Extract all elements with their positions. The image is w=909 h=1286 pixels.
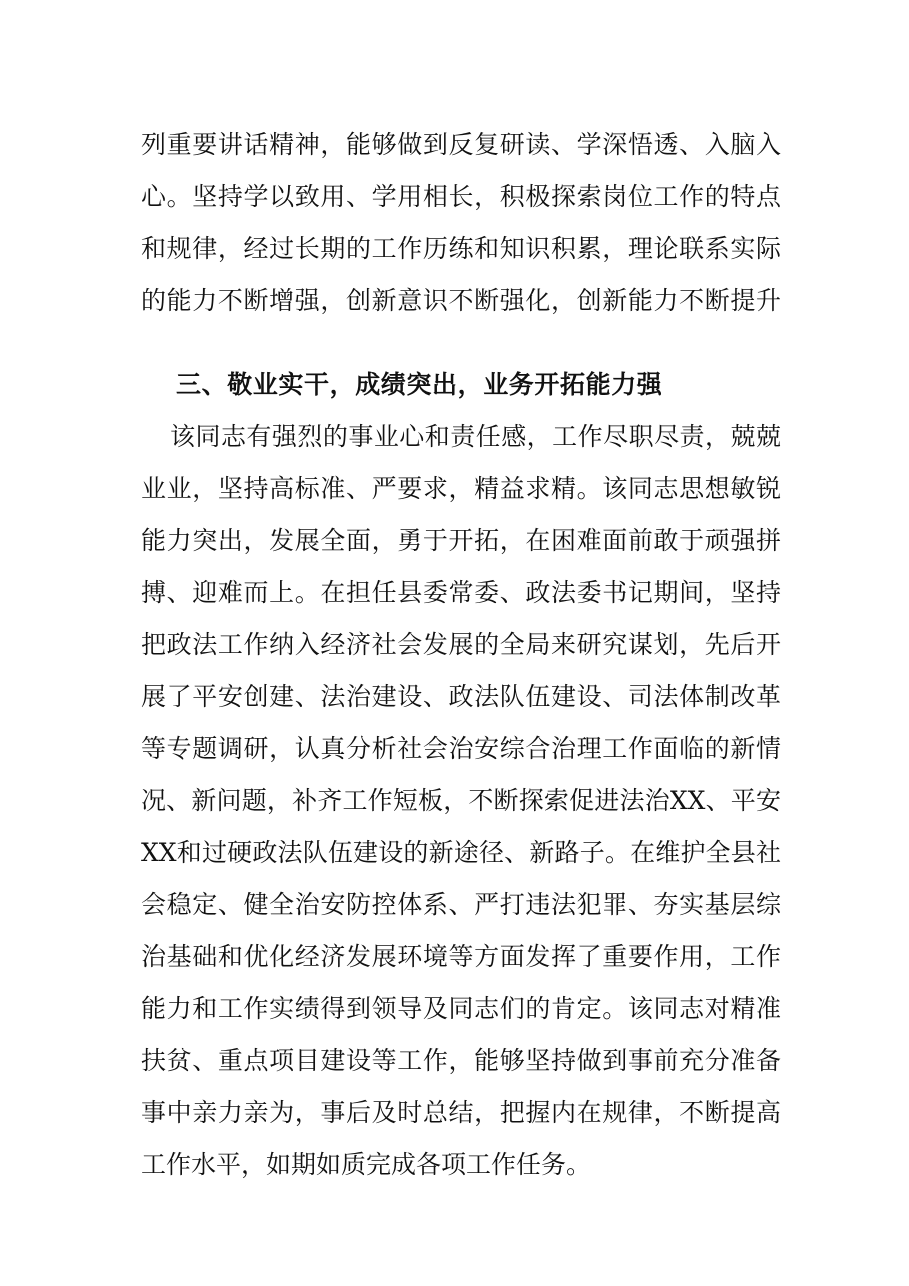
paragraph-line: 心。坚持学以致用、学用相长，积极探索岗位工作的特点	[141, 182, 781, 211]
paragraph-line: 况、新问题，补齐工作短板，不断探索促进法治XX、平安	[141, 786, 781, 815]
section-heading: 三、敬业实干，成绩突出，业务开拓能力强	[176, 370, 663, 399]
paragraph-line: 业业，坚持高标准、严要求，精益求精。该同志思想敏锐	[141, 474, 781, 503]
paragraph-line: 事中亲力亲为，事后及时总结，把握内在规律，不断提高	[141, 1098, 781, 1127]
paragraph-line: 等专题调研，认真分析社会治安综合治理工作面临的新情	[141, 734, 781, 763]
paragraph-line: 工作水平，如期如质完成各项工作任务。	[141, 1150, 592, 1179]
paragraph-line: 该同志有强烈的事业心和责任感，工作尽职尽责，兢兢	[170, 422, 781, 451]
paragraph-line: 把政法工作纳入经济社会发展的全局来研究谋划，先后开	[141, 630, 781, 659]
paragraph-line: 扶贫、重点项目建设等工作，能够坚持做到事前充分准备	[141, 1046, 781, 1075]
paragraph-line: 能力突出，发展全面，勇于开拓，在困难面前敢于顽强拼	[141, 526, 781, 555]
paragraph-line: 能力和工作实绩得到领导及同志们的肯定。该同志对精准	[141, 994, 781, 1023]
paragraph-line: 治基础和优化经济发展环境等方面发挥了重要作用，工作	[141, 942, 781, 971]
paragraph-line: 和规律，经过长期的工作历练和知识积累，理论联系实际	[141, 234, 781, 263]
paragraph-line: 的能力不断增强，创新意识不断强化，创新能力不断提升	[141, 286, 781, 315]
paragraph-line: 列重要讲话精神，能够做到反复研读、学深悟透、入脑入	[141, 130, 781, 159]
paragraph-line: 会稳定、健全治安防控体系、严打违法犯罪、夯实基层综	[141, 890, 781, 919]
paragraph-line: 搏、迎难而上。在担任县委常委、政法委书记期间，坚持	[141, 578, 781, 607]
paragraph-line: 展了平安创建、法治建设、政法队伍建设、司法体制改革	[141, 682, 781, 711]
paragraph-line: XX和过硬政法队伍建设的新途径、新路子。在维护全县社	[141, 838, 781, 867]
